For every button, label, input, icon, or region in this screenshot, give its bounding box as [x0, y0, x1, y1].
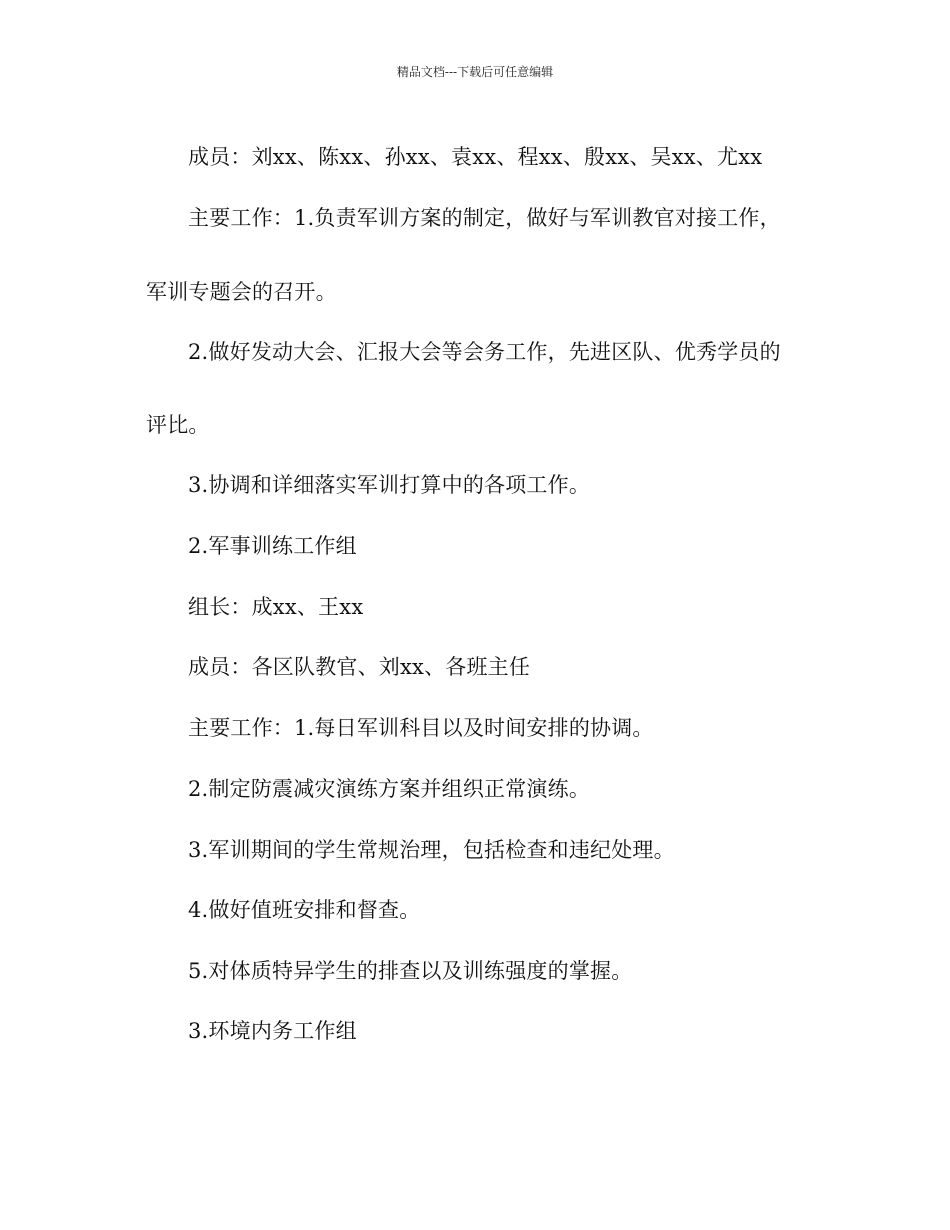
paragraph-line: 5.对体质特异学生的排查以及训练强度的掌握。 — [188, 959, 633, 983]
paragraph-line: 3.协调和详细落实军训打算中的各项工作。 — [188, 473, 591, 497]
paragraph-line: 军训专题会的召开。 — [146, 280, 337, 304]
paragraph-line: 2.做好发动大会、汇报大会等会务工作，先进区队、优秀学员的 — [188, 340, 781, 364]
paragraph-line: 主要工作：1.负责军训方案的制定，做好与军训教官对接工作， — [188, 206, 781, 230]
page-header: 精品文档---下载后可任意编辑 — [396, 65, 554, 79]
paragraph-line: 组长：成xx、王xx — [188, 595, 364, 619]
section-heading: 2.军事训练工作组 — [188, 534, 357, 558]
paragraph-line: 主要工作：1.每日军训科目以及时间安排的协调。 — [188, 716, 654, 740]
paragraph-line: 4.做好值班安排和督查。 — [188, 898, 421, 922]
paragraph-line: 成员：各区队教官、刘xx、各班主任 — [188, 655, 531, 679]
paragraph-line: 成员：刘xx、陈xx、孙xx、袁xx、程xx、殷xx、吴xx、尤xx — [188, 145, 763, 169]
paragraph-line: 评比。 — [146, 413, 210, 437]
paragraph-line: 3.军训期间的学生常规治理，包括检查和违纪处理。 — [188, 838, 675, 862]
section-heading: 3.环境内务工作组 — [188, 1019, 357, 1043]
paragraph-line: 2.制定防震减灾演练方案并组织正常演练。 — [188, 777, 591, 801]
